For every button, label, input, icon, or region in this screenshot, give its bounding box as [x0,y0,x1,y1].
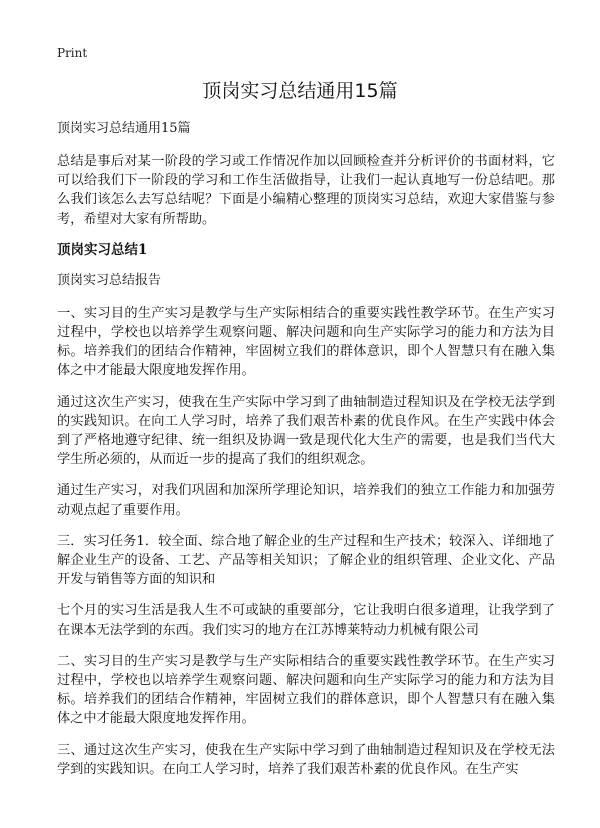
intro-paragraph: 总结是事后对某一阶段的学习或工作情况作加以回顾检查并分析评价的书面材料，它可以给我们下一阶段的学习和工作生活做指导，让我们一起认真地写一份总结吧。那么我们该怎么去写总结呢？下面是小编精心整理的顶岗实习总结，欢迎大家借鉴与参考，希望对大家有所帮助。 [57,154,555,227]
body-paragraph: 七个月的实习生活是我人生不可或缺的重要部分，它让我明白很多道理，让我学到了在课本无法学到的东西。我们实习的地方在江苏博莱特动力机械有限公司 [57,603,555,638]
report-title: 顶岗实习总结报告 [57,272,162,288]
body-paragraph: 一、实习目的生产实习是教学与生产实际相结合的重要实践性教学环节。在生产实习过程中，学校也以培养学生观察问题、解决问题和向生产实际学习的能力和方法为目标。培养我们的团结合作精神，牢固树立我们的群体意识，即个人智慧只有在融入集体之中才能最大限度地发挥作用。 [57,305,555,379]
section-heading: 顶岗实习总结1 [57,241,148,258]
body-paragraph: 二、实习目的生产实习是教学与生产实际相结合的重要实践性教学环节。在生产实习过程中，学校也以培养学生观察问题、解决问题和向生产实际学习的能力和方法为目标。培养我们的团结合作精神，牢固树立我们的群体意识，即个人智慧只有在融入集体之中才能最大限度地发挥作用。 [57,653,555,727]
document-body [57,120,555,791]
print-label[interactable]: Print [57,46,88,60]
body-paragraph: 通过生产实习，对我们巩固和加深所学理论知识，培养我们的独立工作能力和加强劳动观点起了重要作用。 [57,483,555,518]
body-paragraph: 通过这次生产实习，使我在生产实际中学习到了曲轴制造过程知识及在学校无法学到的实践知识。在向工人学习时，培养了我们艰苦朴素的优良作风。在生产实践中体会到了严格地遵守纪律、统一组织及协调一致是现代化大生产的需要，也是我们当代大学生所必须的，从而近一步的提高了我们的组织观念。 [57,394,555,468]
document-title: 顶岗实习总结通用15篇 [202,80,398,102]
body-paragraph: 三．实习任务1．较全面、综合地了解企业的生产过程和生产技术；较深入、详细地了解企业生产的设备、工艺、产品等相关知识；了解企业的组织管理、企业文化、产品开发与销售等方面的知识和 [57,533,555,588]
body-paragraph: 三、通过这次生产实习，使我在生产实际中学习到了曲轴制造过程知识及在学校无法学到的实践知识。在向工人学习时，培养了我们艰苦朴素的优良作风。在生产实 [57,742,555,777]
document-subtitle: 顶岗实习总结通用15篇 [57,121,191,136]
